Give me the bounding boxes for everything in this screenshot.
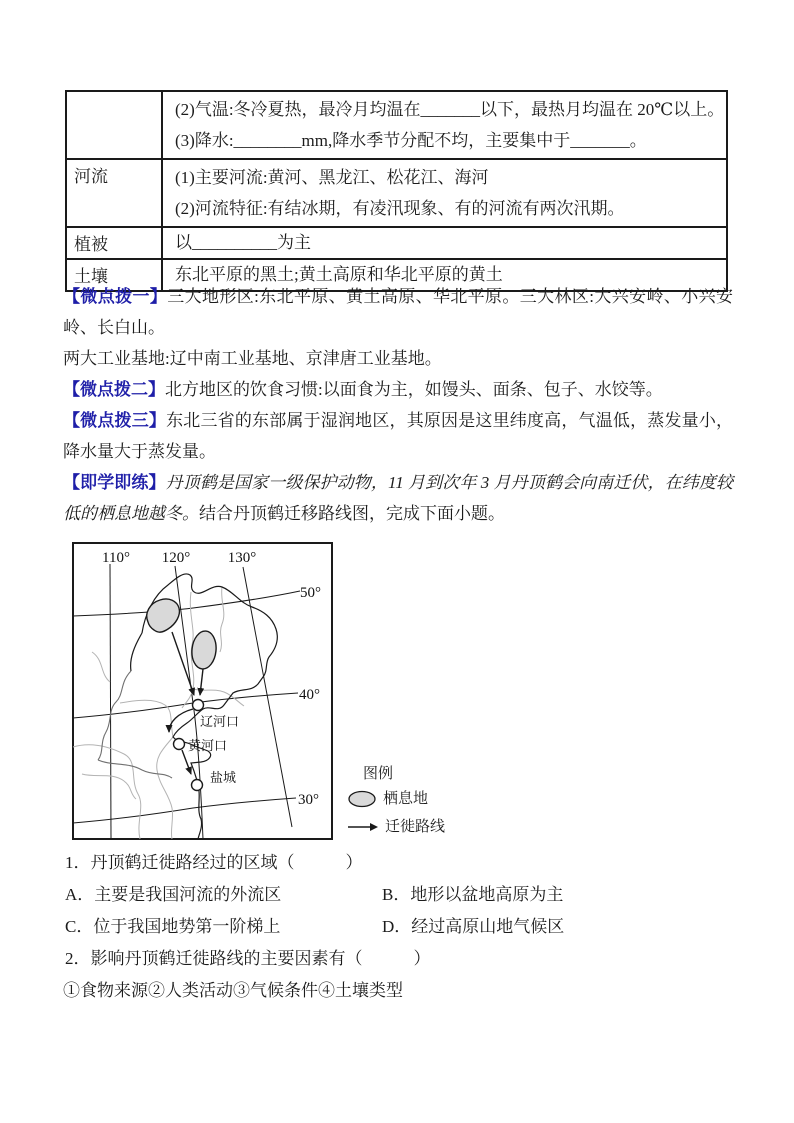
- practice-text2: 结合丹顶鹤迁移路线图，完成下面小题。: [199, 504, 505, 523]
- table-cell-line: (3)降水:________mm,降水季节分配不均，主要集中于_______。: [175, 131, 647, 150]
- note-tag: 【微点拨一】: [63, 287, 168, 306]
- question-1-options-ab: [63, 879, 733, 911]
- question-1-stem: 1．丹顶鹤迁徙路经过的区域（ ）: [65, 853, 363, 872]
- table-cell-line: 以__________为主: [175, 233, 311, 252]
- table-row-vegetation: [66, 227, 727, 259]
- option-b: B．地形以盆地高原为主: [382, 885, 564, 904]
- lon-label-120: 120°: [161, 550, 191, 566]
- option-a: A．主要是我国河流的外流区: [65, 885, 282, 904]
- question-2-stem: 2．影响丹顶鹤迁徙路线的主要因素有（ ）: [65, 949, 431, 968]
- migration-map-figure: [63, 542, 733, 842]
- stopover-yancheng: [192, 780, 203, 791]
- note-tag: 【微点拨三】: [63, 411, 167, 430]
- lon-label-130: 130°: [227, 550, 257, 566]
- table-row-climate: [66, 91, 727, 159]
- practice-tag: 【即学即练】: [63, 473, 166, 492]
- place-label-yancheng: 盐城: [210, 770, 237, 785]
- legend-route-label: 迁徙路线: [385, 819, 446, 835]
- stopover-huanghekou: [174, 739, 185, 750]
- habitat-symbol-icon: [347, 790, 377, 808]
- note-text: 东北三省的东部属于湿润地区，其原因是这里纬度高，气温低，蒸发量小，降水量大于蒸发量。: [63, 411, 734, 461]
- lat-label-40: 40°: [299, 687, 320, 703]
- study-table: [65, 90, 728, 292]
- question-2-items: ①食物来源②人类活动③气候条件④土壤类型: [63, 981, 403, 1000]
- row-label: 土壤: [66, 259, 162, 291]
- option-c: C．位于我国地势第一阶梯上: [65, 917, 281, 936]
- lat-label-50: 50°: [300, 585, 321, 601]
- note-2: [63, 374, 733, 405]
- table-cell-line: (2)河流特征:有结冰期，有凌汛现象、有的河流有两次汛期。: [175, 199, 625, 218]
- table-cell-line: (1)主要河流:黄河、黑龙江、松花江、海河: [175, 168, 489, 187]
- legend-habitat-label: 栖息地: [383, 791, 429, 807]
- note-tag: 【微点拨二】: [63, 380, 165, 399]
- legend-habitat-row: [347, 789, 507, 809]
- legend-title: 图例: [363, 766, 394, 782]
- stopover-liaohekou: [193, 700, 204, 711]
- note-text: 北方地区的饮食习惯:以面食为主，如馒头、面条、包子、水饺等。: [165, 380, 663, 399]
- row-label: [66, 91, 162, 159]
- place-label-liaohekou: 辽河口: [200, 714, 240, 729]
- notes-section: [63, 281, 733, 529]
- note-text: 两大工业基地:辽中南工业基地、京津唐工业基地。: [63, 349, 442, 368]
- map-svg: [72, 542, 333, 840]
- row-content: [162, 91, 727, 159]
- place-label-huanghekou: 黄河口: [188, 738, 228, 753]
- lat-label-30: 30°: [298, 792, 319, 808]
- lon-label-110: 110°: [102, 550, 130, 566]
- map-legend: [347, 764, 507, 845]
- note-text: 三大地形区:东北平原、黄土高原、华北平原。三大林区:大兴安岭、小兴安岭、长白山。: [63, 287, 734, 337]
- row-label: 植被: [66, 227, 162, 259]
- question-1-options-cd: [63, 911, 733, 943]
- row-label: 河流: [66, 159, 162, 227]
- note-1: [63, 281, 733, 343]
- row-content: [162, 159, 727, 227]
- note-1b: [63, 343, 733, 374]
- map-border: [73, 543, 332, 839]
- questions-section: [63, 847, 733, 1007]
- row-content: [162, 227, 727, 259]
- table-row-rivers: [66, 159, 727, 227]
- option-d: D．经过高原山地气候区: [382, 917, 565, 936]
- legend-route-row: [347, 817, 507, 837]
- practice-text: 丹顶鹤是国家一级保护动物，11 月到次年 3 月丹顶鹤会向南迁伏，在纬度较低的栖息地越冬。: [63, 473, 733, 523]
- table-cell-line: 东北平原的黑土;黄土高原和华北平原的黄土: [175, 265, 503, 284]
- table-cell-line: (2)气温:冬冷夏热，最冷月均温在_______以下，最热月均温在 20℃以上。: [175, 100, 725, 119]
- route-symbol-icon: [347, 821, 379, 833]
- note-3: [63, 405, 733, 467]
- practice-intro: [63, 467, 733, 529]
